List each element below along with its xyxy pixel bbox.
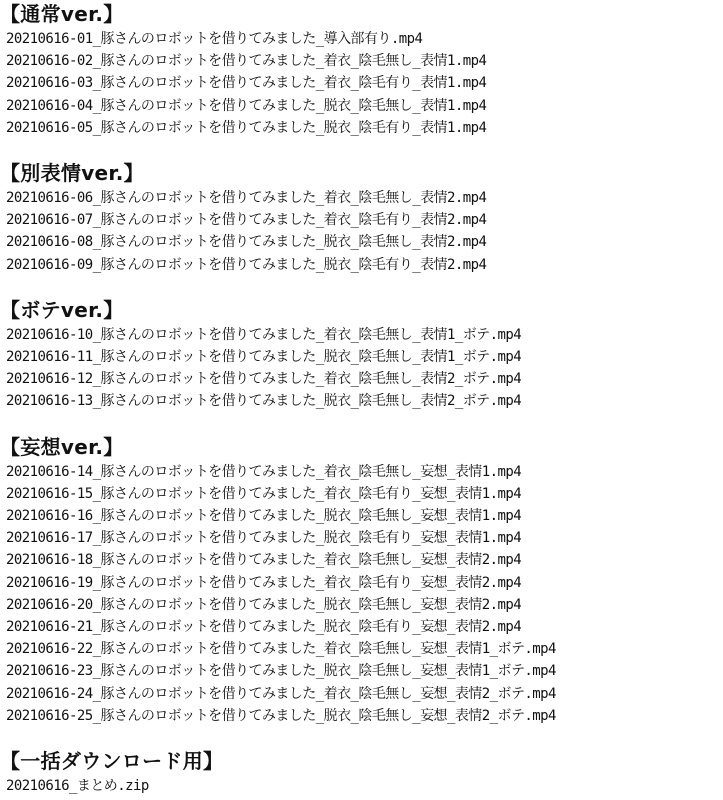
file-name: 20210616-25_豚さんのロボットを借りてみました_脱衣_陰毛無し_妄想_表情2_ボテ.mp4 bbox=[6, 707, 556, 724]
file-name: 20210616-08_豚さんのロボットを借りてみました_脱衣_陰毛無し_表情2.mp4 bbox=[6, 234, 487, 251]
file-name: 20210616-22_豚さんのロボットを借りてみました_着衣_陰毛無し_妄想_表情1_ボテ.mp4 bbox=[6, 641, 556, 658]
file-name: 20210616-05_豚さんのロボットを借りてみました_脱衣_陰毛有り_表情1.mp4 bbox=[6, 119, 487, 136]
file-name: 20210616_まとめ.zip bbox=[6, 778, 149, 795]
section-fantasy-version bbox=[0, 433, 723, 727]
file-name: 20210616-13_豚さんのロボットを借りてみました_脱衣_陰毛無し_表情2_ボテ.mp4 bbox=[6, 393, 522, 410]
file-list bbox=[6, 461, 723, 727]
file-list bbox=[6, 324, 723, 413]
section-heading: 【妄想ver.】 bbox=[0, 434, 124, 459]
file-name: 20210616-15_豚さんのロボットを借りてみました_着衣_陰毛有り_妄想_表情1.mp4 bbox=[6, 485, 522, 502]
file-name: 20210616-24_豚さんのロボットを借りてみました_着衣_陰毛無し_妄想_表情2_ボテ.mp4 bbox=[6, 685, 556, 702]
file-name: 20210616-03_豚さんのロボットを借りてみました_着衣_陰毛有り_表情1.mp4 bbox=[6, 75, 487, 92]
section-heading: 【一括ダウンロード用】 bbox=[0, 749, 224, 774]
file-name: 20210616-11_豚さんのロボットを借りてみました_脱衣_陰毛無し_表情1_ボテ.mp4 bbox=[6, 349, 522, 366]
section-normal-version bbox=[0, 0, 723, 139]
file-name: 20210616-21_豚さんのロボットを借りてみました_脱衣_陰毛有り_妄想_表情2.mp4 bbox=[6, 619, 522, 636]
file-name: 20210616-23_豚さんのロボットを借りてみました_脱衣_陰毛無し_妄想_表情1_ボテ.mp4 bbox=[6, 663, 556, 680]
file-name: 20210616-02_豚さんのロボットを借りてみました_着衣_陰毛無し_表情1.mp4 bbox=[6, 53, 487, 70]
file-name: 20210616-16_豚さんのロボットを借りてみました_脱衣_陰毛無し_妄想_表情1.mp4 bbox=[6, 508, 522, 525]
file-list bbox=[6, 28, 723, 139]
section-bote-version bbox=[0, 296, 723, 413]
file-name: 20210616-04_豚さんのロボットを借りてみました_脱衣_陰毛無し_表情1.mp4 bbox=[6, 97, 487, 114]
file-list bbox=[6, 187, 723, 276]
file-name: 20210616-10_豚さんのロボットを借りてみました_着衣_陰毛無し_表情1_ボテ.mp4 bbox=[6, 326, 522, 343]
section-heading: 【別表情ver.】 bbox=[0, 161, 144, 186]
file-name: 20210616-01_豚さんのロボットを借りてみました_導入部有り.mp4 bbox=[6, 31, 423, 47]
file-name: 20210616-20_豚さんのロボットを借りてみました_脱衣_陰毛無し_妄想_表情2.mp4 bbox=[6, 596, 522, 613]
file-name: 20210616-09_豚さんのロボットを借りてみました_脱衣_陰毛有り_表情2.mp4 bbox=[6, 256, 487, 273]
section-bulk-download bbox=[0, 747, 723, 797]
file-list bbox=[6, 775, 723, 797]
file-name: 20210616-07_豚さんのロボットを借りてみました_着衣_陰毛有り_表情2.mp4 bbox=[6, 212, 487, 229]
section-alternate-expression-version bbox=[0, 159, 723, 276]
file-name: 20210616-18_豚さんのロボットを借りてみました_着衣_陰毛無し_妄想_表情2.mp4 bbox=[6, 552, 522, 569]
section-heading: 【通常ver.】 bbox=[0, 2, 124, 26]
section-heading: 【ボテver.】 bbox=[0, 297, 124, 322]
file-name: 20210616-19_豚さんのロボットを借りてみました_着衣_陰毛有り_妄想_表情2.mp4 bbox=[6, 574, 522, 591]
file-name: 20210616-12_豚さんのロボットを借りてみました_着衣_陰毛無し_表情2_ボテ.mp4 bbox=[6, 371, 522, 388]
file-name: 20210616-17_豚さんのロボットを借りてみました_脱衣_陰毛有り_妄想_表情1.mp4 bbox=[6, 530, 522, 547]
file-name: 20210616-14_豚さんのロボットを借りてみました_着衣_陰毛無し_妄想_表情1.mp4 bbox=[6, 463, 522, 480]
file-name: 20210616-06_豚さんのロボットを借りてみました_着衣_陰毛無し_表情2.mp4 bbox=[6, 190, 487, 207]
